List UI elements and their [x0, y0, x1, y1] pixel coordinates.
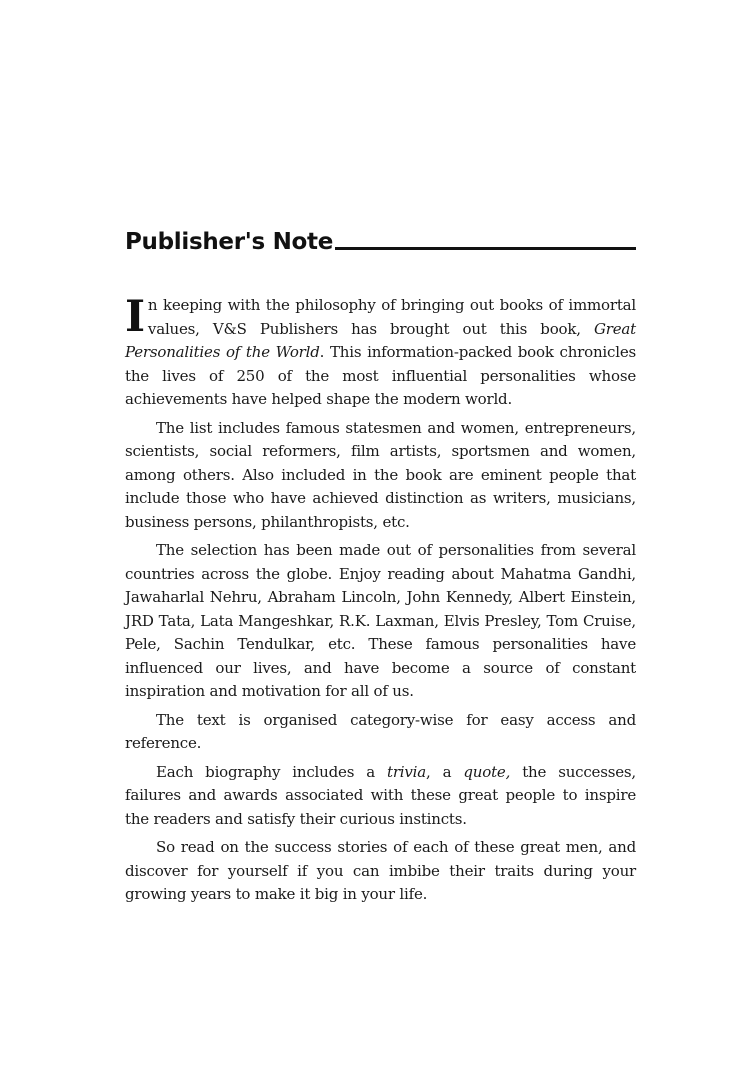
body-text: [125, 294, 636, 912]
heading-rule: [335, 247, 636, 250]
paragraph-biography-text-1: Each biography includes a: [156, 762, 387, 781]
paragraph-organisation: The text is organised category-wise for easy access and reference.: [125, 710, 636, 752]
quote-term: quote,: [463, 762, 511, 781]
paragraph-selection: The selection has been made out of personalities from several countries across the globe. Enjoy reading about Mahatma Gandhi, Jawaharlal Nehru, Abraham Lincoln, John Kennedy, Albert Einstein, JRD Tata, Lata Mangeshkar, R.K. Laxman, Elvis Presley, Tom Cruise, Pele, Sachin Tendulkar, etc. These famous personalities have influenced our lives, and have become a source of constant inspiration and motivation for all of us.: [125, 541, 636, 700]
heading-row: [125, 224, 636, 256]
book-title: Great Personalities of the World: [125, 319, 636, 361]
paragraph-list: The list includes famous statesmen and women, entrepreneurs, scientists, social reformers, film artists, sportsmen and women, among others. Also included in the book are eminent people that include those who have achieved distinction as writers, musicians, business persons, philanthropists, etc.: [125, 418, 636, 531]
paragraph-closing: So read on the success stories of each of these great men, and discover for yourself if you can imbibe their traits during your growing years to make it big in your life.: [125, 838, 636, 903]
drop-cap: I: [125, 292, 145, 342]
trivia-term: trivia: [387, 762, 427, 781]
paragraph-biography-text-3: the successes, failures and awards associated with these great people to inspire the readers and satisfy their curious instincts.: [125, 762, 636, 828]
paragraph-biography: [125, 761, 636, 832]
paragraph-intro: [125, 294, 636, 412]
paragraph-intro-text-2: . This information-packed book chronicles the lives of 250 of the most influential personalities whose achievements have helped shape the modern world.: [125, 343, 636, 408]
page-title: Publisher's Note: [125, 229, 334, 255]
paragraph-biography-text-2: , a: [426, 762, 464, 781]
paragraph-intro-text-1: n keeping with the philosophy of bringing out books of immortal values, V&S Publishers has brought out this book,: [147, 296, 636, 338]
